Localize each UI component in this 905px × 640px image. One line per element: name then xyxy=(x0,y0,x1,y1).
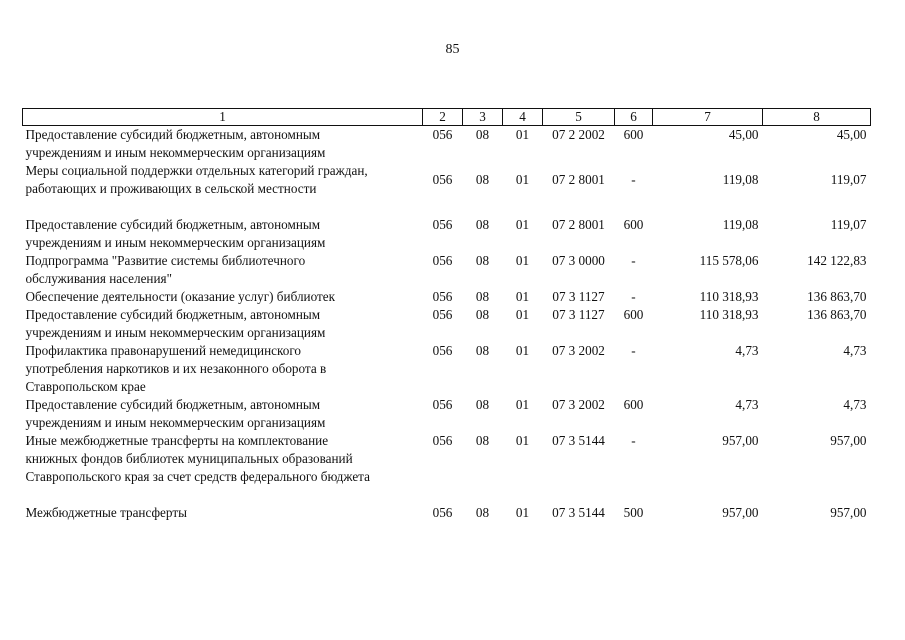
cell-target-article: 07 3 2002 xyxy=(552,397,605,412)
cell-subsection-code: 01 xyxy=(515,505,530,520)
cell-amount-year-2: 45,00 xyxy=(836,127,867,142)
cell-amount-year-1: 4,73 xyxy=(735,397,759,412)
row-description-line: учреждениям и иным некоммерческим организациям xyxy=(25,235,326,250)
row-description-line: работающих и проживающих в сельской местности xyxy=(25,181,317,196)
row-description-line: Предоставление субсидий бюджетным, автономным xyxy=(25,307,321,322)
table-row xyxy=(23,396,871,432)
cell-target-article: 07 2 8001 xyxy=(552,217,605,232)
table-row xyxy=(23,162,871,198)
table-row xyxy=(23,342,871,396)
cell-target-article: 07 3 5144 xyxy=(552,505,605,520)
cell-section-code: 08 xyxy=(475,253,490,268)
cell-amount-year-2: 4,73 xyxy=(843,397,867,412)
cell-amount-year-1: 957,00 xyxy=(722,505,759,520)
cell-expense-type: 600 xyxy=(623,397,644,412)
cell-subsection-code: 01 xyxy=(515,307,530,322)
cell-amount-year-1: 957,00 xyxy=(722,433,759,448)
cell-ministry-code: 056 xyxy=(432,505,453,520)
row-description-line: Ставропольском крае xyxy=(25,379,146,394)
cell-amount-year-2: 4,73 xyxy=(843,343,867,358)
cell-subsection-code: 01 xyxy=(515,127,530,142)
table-row xyxy=(23,126,871,163)
cell-amount-year-2: 957,00 xyxy=(830,505,867,520)
cell-amount-year-2: 119,07 xyxy=(830,217,867,232)
row-description-line: книжных фондов библиотек муниципальных образований xyxy=(25,451,353,466)
cell-target-article: 07 2 8001 xyxy=(552,172,605,187)
column-header: 5 xyxy=(543,109,615,126)
row-description-line: Ставропольского края за счет средств федерального бюджета xyxy=(25,469,370,484)
cell-expense-type: - xyxy=(631,289,636,304)
cell-expense-type: 600 xyxy=(623,307,644,322)
cell-expense-type: - xyxy=(631,343,636,358)
row-description-line: Профилактика правонарушений немедицинского xyxy=(25,343,302,358)
cell-ministry-code: 056 xyxy=(432,397,453,412)
cell-amount-year-1: 45,00 xyxy=(728,127,759,142)
table-row xyxy=(23,432,871,486)
cell-expense-type: - xyxy=(631,172,636,187)
row-description-line: Подпрограмма "Развитие системы библиотечного xyxy=(25,253,306,268)
cell-expense-type: 600 xyxy=(623,217,644,232)
row-description-line: Иные межбюджетные трансферты на комплектование xyxy=(25,433,329,448)
row-description xyxy=(23,126,423,163)
row-description xyxy=(23,252,423,288)
column-header: 1 xyxy=(23,109,423,126)
row-description xyxy=(23,342,423,396)
column-header: 4 xyxy=(503,109,543,126)
cell-ministry-code: 056 xyxy=(432,253,453,268)
row-description xyxy=(23,162,423,198)
cell-amount-year-2: 957,00 xyxy=(830,433,867,448)
table-row xyxy=(23,252,871,288)
cell-expense-type: - xyxy=(631,253,636,268)
table-row xyxy=(23,288,871,306)
cell-expense-type: 500 xyxy=(623,505,644,520)
cell-ministry-code: 056 xyxy=(432,307,453,322)
spacer-row xyxy=(23,486,871,504)
table-row xyxy=(23,504,871,522)
row-description-line: Предоставление субсидий бюджетным, автономным xyxy=(25,397,321,412)
cell-target-article: 07 3 0000 xyxy=(552,253,605,268)
cell-amount-year-2: 119,07 xyxy=(830,172,867,187)
cell-amount-year-1: 110 318,93 xyxy=(699,307,759,322)
row-description-line: Предоставление субсидий бюджетным, автономным xyxy=(25,127,321,142)
cell-subsection-code: 01 xyxy=(515,343,530,358)
page-number: 85 xyxy=(445,42,460,57)
table-row xyxy=(23,306,871,342)
cell-subsection-code: 01 xyxy=(515,397,530,412)
cell-target-article: 07 3 2002 xyxy=(552,343,605,358)
spacer-row xyxy=(23,198,871,216)
cell-ministry-code: 056 xyxy=(432,433,453,448)
table-header-row xyxy=(23,109,871,126)
cell-subsection-code: 01 xyxy=(515,289,530,304)
row-description-line: употребления наркотиков и их незаконного оборота в xyxy=(25,361,327,376)
cell-subsection-code: 01 xyxy=(515,217,530,232)
budget-table xyxy=(22,108,871,522)
spacer-cell xyxy=(23,198,871,216)
cell-amount-year-1: 119,08 xyxy=(722,217,759,232)
cell-section-code: 08 xyxy=(475,217,490,232)
column-header: 7 xyxy=(653,109,763,126)
row-description-line: учреждениям и иным некоммерческим организациям xyxy=(25,415,326,430)
cell-section-code: 08 xyxy=(475,172,490,187)
row-description-line: обслуживания населения" xyxy=(25,271,172,286)
cell-ministry-code: 056 xyxy=(432,127,453,142)
row-description xyxy=(23,288,423,306)
column-header: 2 xyxy=(423,109,463,126)
row-description xyxy=(23,216,423,252)
cell-target-article: 07 3 1127 xyxy=(552,289,605,304)
column-header: 8 xyxy=(763,109,871,126)
cell-amount-year-1: 115 578,06 xyxy=(699,253,759,268)
cell-section-code: 08 xyxy=(475,343,490,358)
cell-subsection-code: 01 xyxy=(515,172,530,187)
spacer-cell xyxy=(23,486,871,504)
cell-ministry-code: 056 xyxy=(432,289,453,304)
cell-subsection-code: 01 xyxy=(515,253,530,268)
cell-section-code: 08 xyxy=(475,307,490,322)
cell-expense-type: - xyxy=(631,433,636,448)
cell-target-article: 07 2 2002 xyxy=(552,127,605,142)
column-header: 6 xyxy=(615,109,653,126)
row-description xyxy=(23,504,423,522)
cell-amount-year-1: 110 318,93 xyxy=(699,289,759,304)
cell-amount-year-2: 136 863,70 xyxy=(807,289,867,304)
table-row xyxy=(23,216,871,252)
cell-amount-year-2: 136 863,70 xyxy=(807,307,867,322)
cell-ministry-code: 056 xyxy=(432,172,453,187)
column-header: 3 xyxy=(463,109,503,126)
row-description xyxy=(23,396,423,432)
row-description-line: Меры социальной поддержки отдельных категорий граждан, xyxy=(25,163,368,178)
row-description xyxy=(23,306,423,342)
table-body xyxy=(23,126,871,523)
cell-section-code: 08 xyxy=(475,397,490,412)
cell-amount-year-1: 4,73 xyxy=(735,343,759,358)
cell-ministry-code: 056 xyxy=(432,343,453,358)
cell-ministry-code: 056 xyxy=(432,217,453,232)
cell-target-article: 07 3 5144 xyxy=(552,433,605,448)
cell-amount-year-2: 142 122,83 xyxy=(807,253,867,268)
row-description xyxy=(23,432,423,486)
row-description-line: Межбюджетные трансферты xyxy=(25,505,187,520)
cell-section-code: 08 xyxy=(475,127,490,142)
cell-section-code: 08 xyxy=(475,289,490,304)
row-description-line: Предоставление субсидий бюджетным, автономным xyxy=(25,217,321,232)
cell-section-code: 08 xyxy=(475,433,490,448)
row-description-line: учреждениям и иным некоммерческим организациям xyxy=(25,325,326,340)
cell-expense-type: 600 xyxy=(623,127,644,142)
cell-target-article: 07 3 1127 xyxy=(552,307,605,322)
row-description-line: Обеспечение деятельности (оказание услуг) библиотек xyxy=(25,289,336,304)
cell-amount-year-1: 119,08 xyxy=(722,172,759,187)
cell-section-code: 08 xyxy=(475,505,490,520)
row-description-line: учреждениям и иным некоммерческим организациям xyxy=(25,145,326,160)
cell-subsection-code: 01 xyxy=(515,433,530,448)
